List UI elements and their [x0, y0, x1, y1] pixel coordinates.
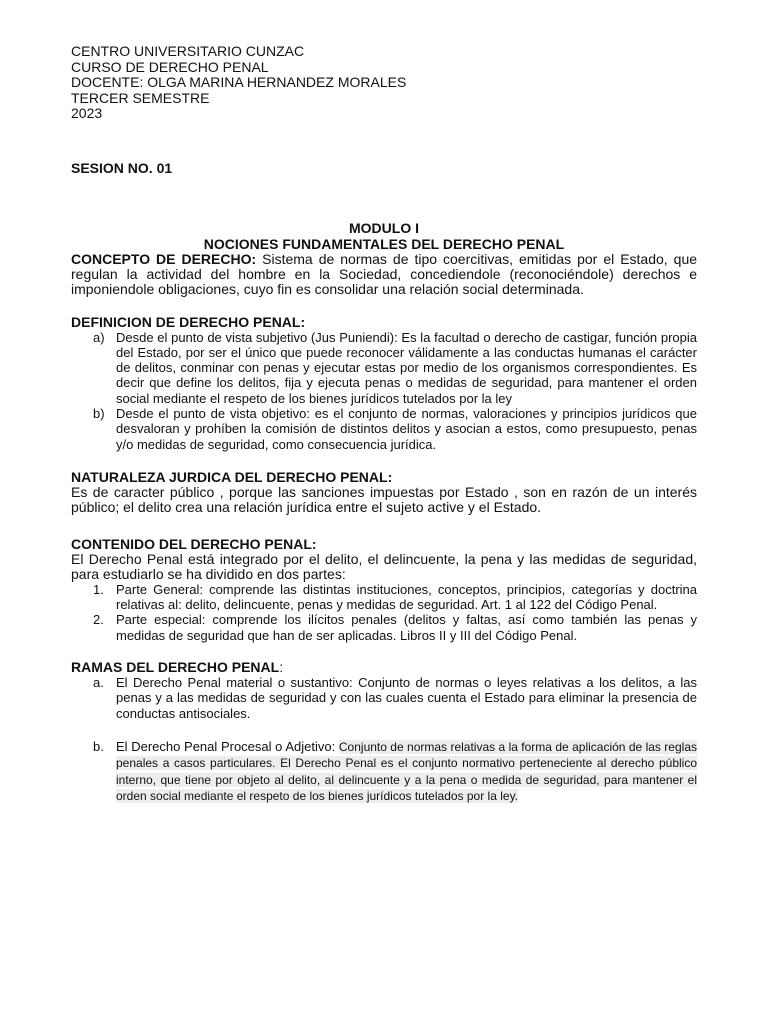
- list-marker: a): [93, 329, 105, 345]
- contenido-list: [71, 582, 697, 643]
- list-item-text: El Derecho Penal material o sustantivo: Conjunto de normas o leyes relativas a los delitos, a las penas y a las medidas de seguridad y con las cuales cuenta el Estado para eliminar la presencia de conductas antisociales.: [116, 675, 697, 721]
- header-semester: TERCER SEMESTRE: [71, 89, 210, 106]
- list-item-text: Parte especial: comprende los ilícitos penales (delitos y faltas, así como también las penas y medidas de seguridad que han de ser aplicadas. Libros II y III del Código Penal.: [116, 612, 697, 643]
- list-item: [71, 406, 697, 452]
- list-marker: 1.: [93, 581, 104, 597]
- list-item-text: Parte General: comprende las distintas instituciones, conceptos, principios, categorías y doctrina relativas al: delito, delincuente, penas y medidas de seguridad. Art. 1 al 122 del Código Penal.: [116, 581, 697, 613]
- list-marker: a.: [93, 675, 104, 691]
- list-item-text: Desde el punto de vista subjetivo (Jus Puniendi): Es la facultad o derecho de castigar, función propia del Estado, por ser el único que puede reconocer válidamente a las conductas humanas el carácter de delitos, conminar con penas y ejecutar estas por medio de los organismos correspondientes. Es decir que define los delitos, fija y ejecuta penas o medidas de seguridad, para mantener el orden social mediante el respeto de los bienes jurídicos tutelados por la ley: [116, 329, 697, 406]
- concepto-text: Sistema de normas de tipo coercitivas, emitidas por el Estado, que regulan la actividad del hombre en la Sociedad, concediendole (reconociéndole) derechos e imponiendole obligaciones, cuyo fin es consolidar una relación social determinada.: [71, 250, 698, 297]
- concepto-paragraph: [71, 252, 697, 297]
- header-course: CURSO DE DERECHO PENAL: [71, 58, 269, 75]
- list-item-text: Desde el punto de vista objetivo: es el conjunto de normas, valoraciones y principios jurídicos que desvaloran y prohíben la comisión de distintos delitos y asocian a estos, como presupuesto, penas y/o medidas de seguridad, como consecuencia jurídica.: [116, 405, 697, 452]
- document-header: [71, 44, 697, 122]
- ramas-title-colon: :: [279, 659, 284, 676]
- list-item: [71, 612, 697, 643]
- header-year: 2023: [71, 105, 103, 121]
- list-item: [71, 582, 697, 613]
- contenido-text: El Derecho Penal está integrado por el delito, el delincuente, la pena y las medidas de seguridad, para estudiarlo se ha dividido en dos partes:: [71, 550, 697, 582]
- header-teacher: DOCENTE: OLGA MARINA HERNANDEZ MORALES: [71, 74, 407, 90]
- module-subtitle: NOCIONES FUNDAMENTALES DEL DERECHO PENAL: [203, 235, 565, 252]
- ramas-title: [71, 659, 697, 675]
- list-item: [71, 739, 697, 804]
- module-heading: [71, 220, 697, 252]
- ramas-title-text: RAMAS DEL DERECHO PENAL: [71, 659, 280, 676]
- contenido-title: CONTENIDO DEL DERECHO PENAL:: [71, 535, 317, 552]
- concepto-label: CONCEPTO DE DERECHO:: [71, 250, 257, 267]
- list-marker: 2.: [93, 612, 104, 628]
- naturaleza-text: Es de caracter público , porque las sanciones impuestas por Estado , son en razón de un interés público; el delito crea una relación jurídica entre el sujeto active y el Estado.: [71, 483, 697, 515]
- header-institution: CENTRO UNIVERSITARIO CUNZAC: [71, 43, 305, 59]
- definicion-title: DEFINICION DE DERECHO PENAL:: [71, 313, 306, 330]
- definicion-list: [71, 330, 697, 452]
- list-spacer: [71, 721, 697, 739]
- list-item: [71, 330, 697, 406]
- list-marker: b.: [93, 738, 104, 754]
- ramas-list: [71, 675, 697, 804]
- list-item: [71, 675, 697, 721]
- list-item-lead: El Derecho Penal Procesal o Adjetivo:: [116, 738, 339, 754]
- list-marker: b): [93, 405, 105, 421]
- naturaleza-title: NATURALEZA JURDICA DEL DERECHO PENAL:: [71, 468, 393, 485]
- highlighted-text: Conjunto de normas relativas a la forma de aplicación de las reglas penales a casos particulares. El Derecho Penal es el conjunto normativo perteneciente al derecho público interno, que tiene por objeto al delito, al delincuente y a la pena o medida de seguridad, para mantener el orden social mediante el respeto de los bienes jurídicos tutelados por la ley.: [116, 739, 697, 803]
- session-number: SESION NO. 01: [71, 159, 173, 176]
- module-title: MODULO I: [349, 219, 419, 236]
